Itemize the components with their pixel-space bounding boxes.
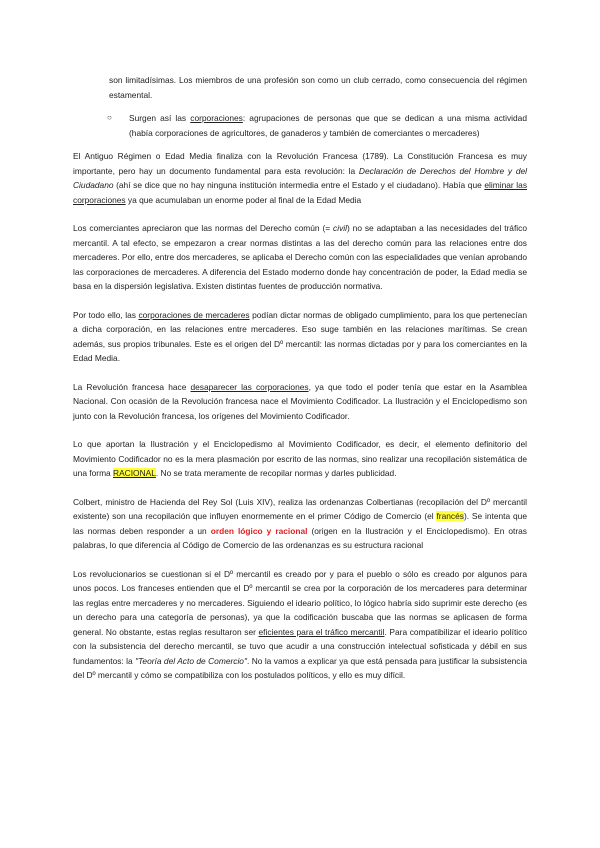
paragraph-antiguo-regimen [73,149,527,207]
underlined-text: corporaciones [190,113,243,123]
italic-word: civil [333,223,347,233]
text-run: Los comerciantes apreciaron que las normas del Derecho común (= [73,223,334,233]
text-run: Lo que aportan la Ilustración y el Enciclopedismo al Movimiento Codificador, es decir, el elemento definitorio del Movimiento Codificador no es la mera plasmación por escrito de las normas, sino realizar una recopilación sistemática de una forma [73,439,527,478]
paragraph-continuation: son limitadísimas. Los miembros de una profesión son como un club cerrado, como consecuencia del régimen estamental. [109,75,527,100]
text-run: ) no se adaptaban a las necesidades del tráfico mercantil. A tal efecto, se empezaron a crear normas distintas a las del derecho común para las relaciones entre dos mercaderes. Por ello, entre dos mercaderes, se aplicaba el Derecho común con las especialidades que venían aprobando las corporaciones de mercaderes. A diferencia del Estado moderno donde hay concentración de poder, la Edad media se basa en la dispersión legislativa. Existen distintas fuentes de producción normativa. [73,223,527,291]
text-run: . Para compatibilizar el ideario político con la subsistencia del derecho mercantil, se tuvo que acudir a una construcción intelectual sofisticada y débil en sus fundamentos: la [73,626,528,666]
text-run: , ya que todo el poder tenía que estar en la Asamblea Nacional. Con ocasión de la Revolución francesa nace el Movimiento Codificador. La Ilustración y el Enciclopedismo son junto con la Revolución francesa, los orígenes del Movimiento Codificador. [73,381,528,421]
text-run: . No la vamos a explicar ya que está pensada para justificar la subsistencia del Dº mercantil y cómo se compatibiliza con los postulados políticos, y ello es muy difícil. [73,655,527,680]
text-run: (ahí se dice que no hay ninguna institución intermedia entre el Estado y el ciudadano). Había que [113,180,485,190]
paragraph-comerciantes [73,221,527,294]
text-run: : agrupaciones de personas que que se dedican a una misma actividad (había corporaciones de agricultores, de ganaderos y también de comerciantes o mercaderes) [129,113,528,138]
italic-title: Declaración de Derechos del Hombre y del Ciudadano [73,165,528,190]
text-run: Surgen así las [129,113,191,123]
text-run: El Antiguo Régimen o Edad Media finaliza con la Revolución Francesa (1789). La Constitución Francesa es muy importante, pero hay un documento fundamental para esta revolución: la [73,151,527,176]
underlined-text: desaparecer las corporaciones [190,381,309,392]
underlined-text: corporaciones de mercaderes [138,309,250,320]
paragraph-revolucion-francesa [73,380,527,424]
text-run: podían dictar normas de obligado cumplimiento, para los que pertenecían a dicha corporación, en las relaciones entre mercaderes. Eso suge también en las relaciones marítimas. Se crean además, sus propios tribunales. Este es el origen del Dº mercantil: las normas dictadas por y para los comerciantes en la Edad Media. [73,309,527,363]
text-run: Por todo ello, las [73,309,139,320]
paragraph-corporaciones-mercaderes [73,308,527,366]
text-run: . No se trata meramente de recopilar normas y darles publicidad. [155,468,397,478]
text-run: Colbert, ministro de Hacienda del Rey Sol (Luis XIV), realiza las ordenanzas Colbertianas (recopilación del Dº mercantil existente) son una recopilación que influyen enormemente en el primer Código de Comercio (el [73,496,527,521]
text-run: Los revolucionarios se cuestionan si el Dº mercantil es creado por y para el pueblo o sólo es creado por algunos para unos pocos. Los franceses entienden que el Dº mercantil se crea por la corporación de los mercaderes para determinar las reglas entre mercaderes y no mercaderes. Siguiendo el ideario político, lo lógico habría sido suprimir este derecho (es un derecho para una categoría de personas), ya que la codificación buscaba que las normas se aplicasen de forma general. No obstante, estas reglas resultaron ser [73,568,527,637]
italic-title: "Teoría del Acto de Comercio" [135,655,247,666]
highlighted-text: francés [436,511,464,521]
paragraph-ilustracion [73,437,527,481]
underlined-text: eficientes para el tráfico mercantil [258,626,385,637]
underlined-text: eliminar las corporaciones [73,180,528,205]
text-run: ). Se intenta que las normas deben responder a un [73,511,527,536]
text-run: La Revolución francesa hace [73,381,191,392]
text-run: (origen en la Ilustración y el Enciclopedismo). En otras palabras, lo que diferencia al Código de Comercio de las ordenanzas es su estructura racional [73,525,527,550]
red-emphasis-text: orden lógico y racional [210,525,308,536]
hollow-circle-bullet-icon: ○ [107,113,112,122]
paragraph-colbert [73,495,527,553]
highlighted-text: RACIONAL [113,468,156,478]
bullet-item-corporaciones [107,111,528,140]
text-run: ya que acumulaban un enorme poder al final de la Edad Media [125,194,362,205]
paragraph-revolucionarios [73,567,527,683]
